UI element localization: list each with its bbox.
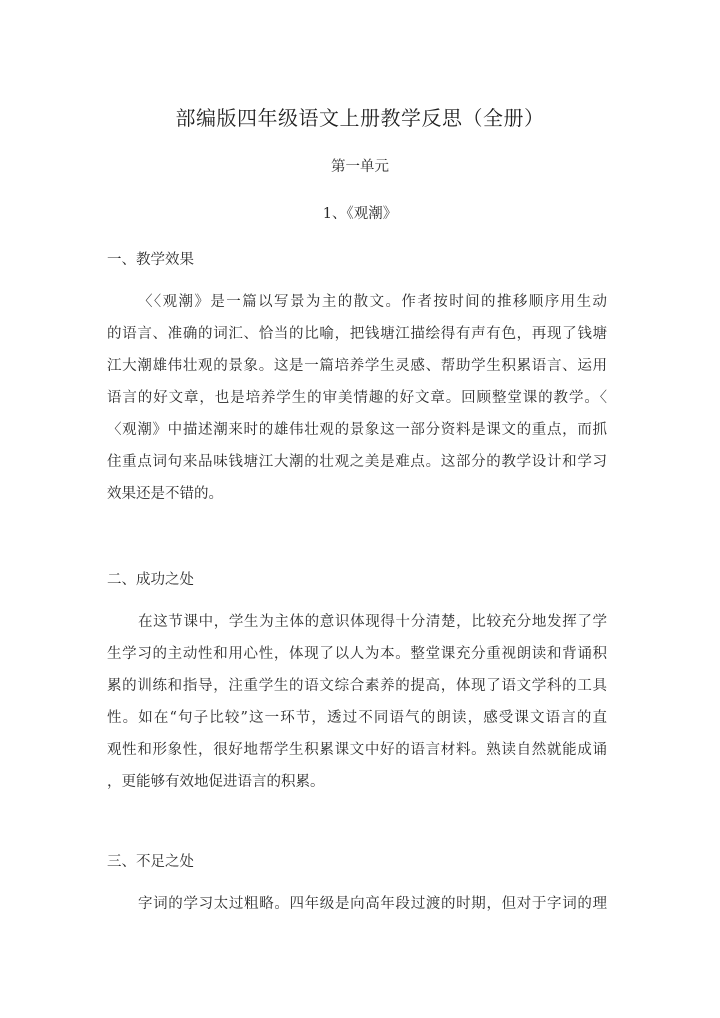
paragraph-line: 字词的学习太过粗略。四年级是向高年段过渡的时期，但对于字词的理 <box>138 896 607 912</box>
paragraph-line: 在这节课中，学生为主体的意识体现得十分清楚，比较充分地发挥了学 <box>138 614 607 630</box>
paragraph-line: 累的训练和指导，注重学生的语文综合素养的提高，体现了语文学科的工具 <box>107 678 607 694</box>
section-heading-teaching-effect: 一、教学效果 <box>107 252 194 268</box>
paragraph-line: 性。如在“句子比较”这一环节，透过不同语气的朗读，感受课文语言的直 <box>107 710 607 726</box>
paragraph-line: 〈观潮》中描述潮来时的雄伟壮观的景象这一部分资料是课文的重点，而抓 <box>107 422 607 438</box>
section-heading-success: 二、成功之处 <box>107 572 194 588</box>
paragraph-line: 生学习的主动性和用心性，体现了以人为本。整堂课充分重视朗读和背诵积 <box>107 646 607 662</box>
section-heading-shortcomings: 三、不足之处 <box>107 854 194 870</box>
document-title: 部编版四年级语文上册教学反思（全册） <box>175 106 545 130</box>
section-paragraph-teaching-effect <box>107 286 607 510</box>
paragraph-line: 住重点词句来品味钱塘江大潮的壮观之美是难点。这部分的教学设计和学习 <box>107 454 607 470</box>
lesson-title: 1、《观潮》 <box>322 206 398 222</box>
paragraph-line: ，更能够有效地促进语言的积累。 <box>107 774 325 790</box>
paragraph-line: 观性和形象性，很好地帮学生积累课文中好的语言材料。熟读自然就能成诵 <box>107 742 607 758</box>
unit-heading: 第一单元 <box>331 159 389 175</box>
paragraph-line: 的语言、准确的词汇、恰当的比喻，把钱塘江描绘得有声有色，再现了钱塘 <box>107 326 607 342</box>
section-paragraph-shortcomings <box>107 888 607 920</box>
paragraph-line: 效果还是不错的。 <box>107 486 223 502</box>
paragraph-line: 语言的好文章，也是培养学生的审美情趣的好文章。回顾整堂课的教学。〈 <box>107 390 607 406</box>
section-paragraph-success <box>107 606 607 798</box>
paragraph-line: 江大潮雄伟壮观的景象。这是一篇培养学生灵感、帮助学生积累语言、运用 <box>107 358 607 374</box>
paragraph-line: 〈〈观潮》是一篇以写景为主的散文。作者按时间的推移顺序用生动 <box>138 294 607 310</box>
